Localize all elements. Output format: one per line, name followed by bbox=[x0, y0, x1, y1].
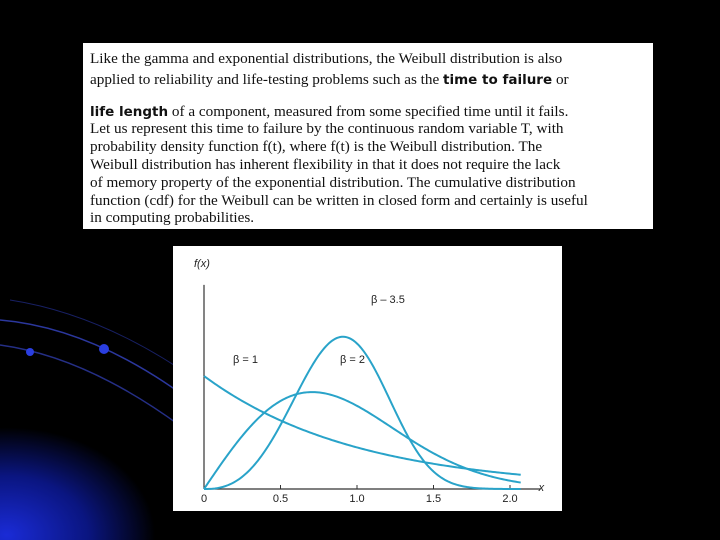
paragraph-line: function (cdf) for the Weibull can be written in closed form and certainly is useful bbox=[90, 192, 588, 209]
paragraph-line: of memory property of the exponential distribution. The cumulative distribution bbox=[90, 174, 576, 191]
x-tick-label: 0 bbox=[200, 493, 208, 505]
paragraph-line: applied to reliability and life-testing problems such as the time to failure or bbox=[90, 71, 569, 88]
weibull-chart bbox=[173, 246, 562, 511]
paragraph-line: life length of a component, measured from some specified time until it fails. bbox=[90, 103, 569, 120]
paragraph-box bbox=[83, 43, 653, 229]
x-tick-label: 2.0 bbox=[502, 493, 518, 505]
series-label: β = 1 bbox=[233, 354, 258, 366]
x-tick-label: 1.0 bbox=[349, 493, 365, 505]
series-label: β – 3.5 bbox=[371, 294, 405, 306]
paragraph-line: Let us represent this time to failure by the continuous random variable T, with bbox=[90, 120, 564, 137]
paragraph-line: in computing probabilities. bbox=[90, 209, 255, 226]
x-axis-label: x bbox=[538, 482, 545, 494]
x-tick-label: 1.5 bbox=[425, 493, 442, 505]
paragraph-line: Weibull distribution has inherent flexibility in that it does not require the lack bbox=[90, 156, 561, 173]
series-label: β = 2 bbox=[340, 354, 365, 366]
y-axis-label: f(x) bbox=[194, 258, 210, 270]
paragraph-line: Like the gamma and exponential distributions, the Weibull distribution is also bbox=[90, 50, 563, 67]
paragraph-line: probability density function f(t), where f(t) is the Weibull distribution. The bbox=[90, 138, 543, 155]
chart-canvas bbox=[173, 246, 562, 511]
x-tick-label: 0.5 bbox=[272, 493, 289, 505]
